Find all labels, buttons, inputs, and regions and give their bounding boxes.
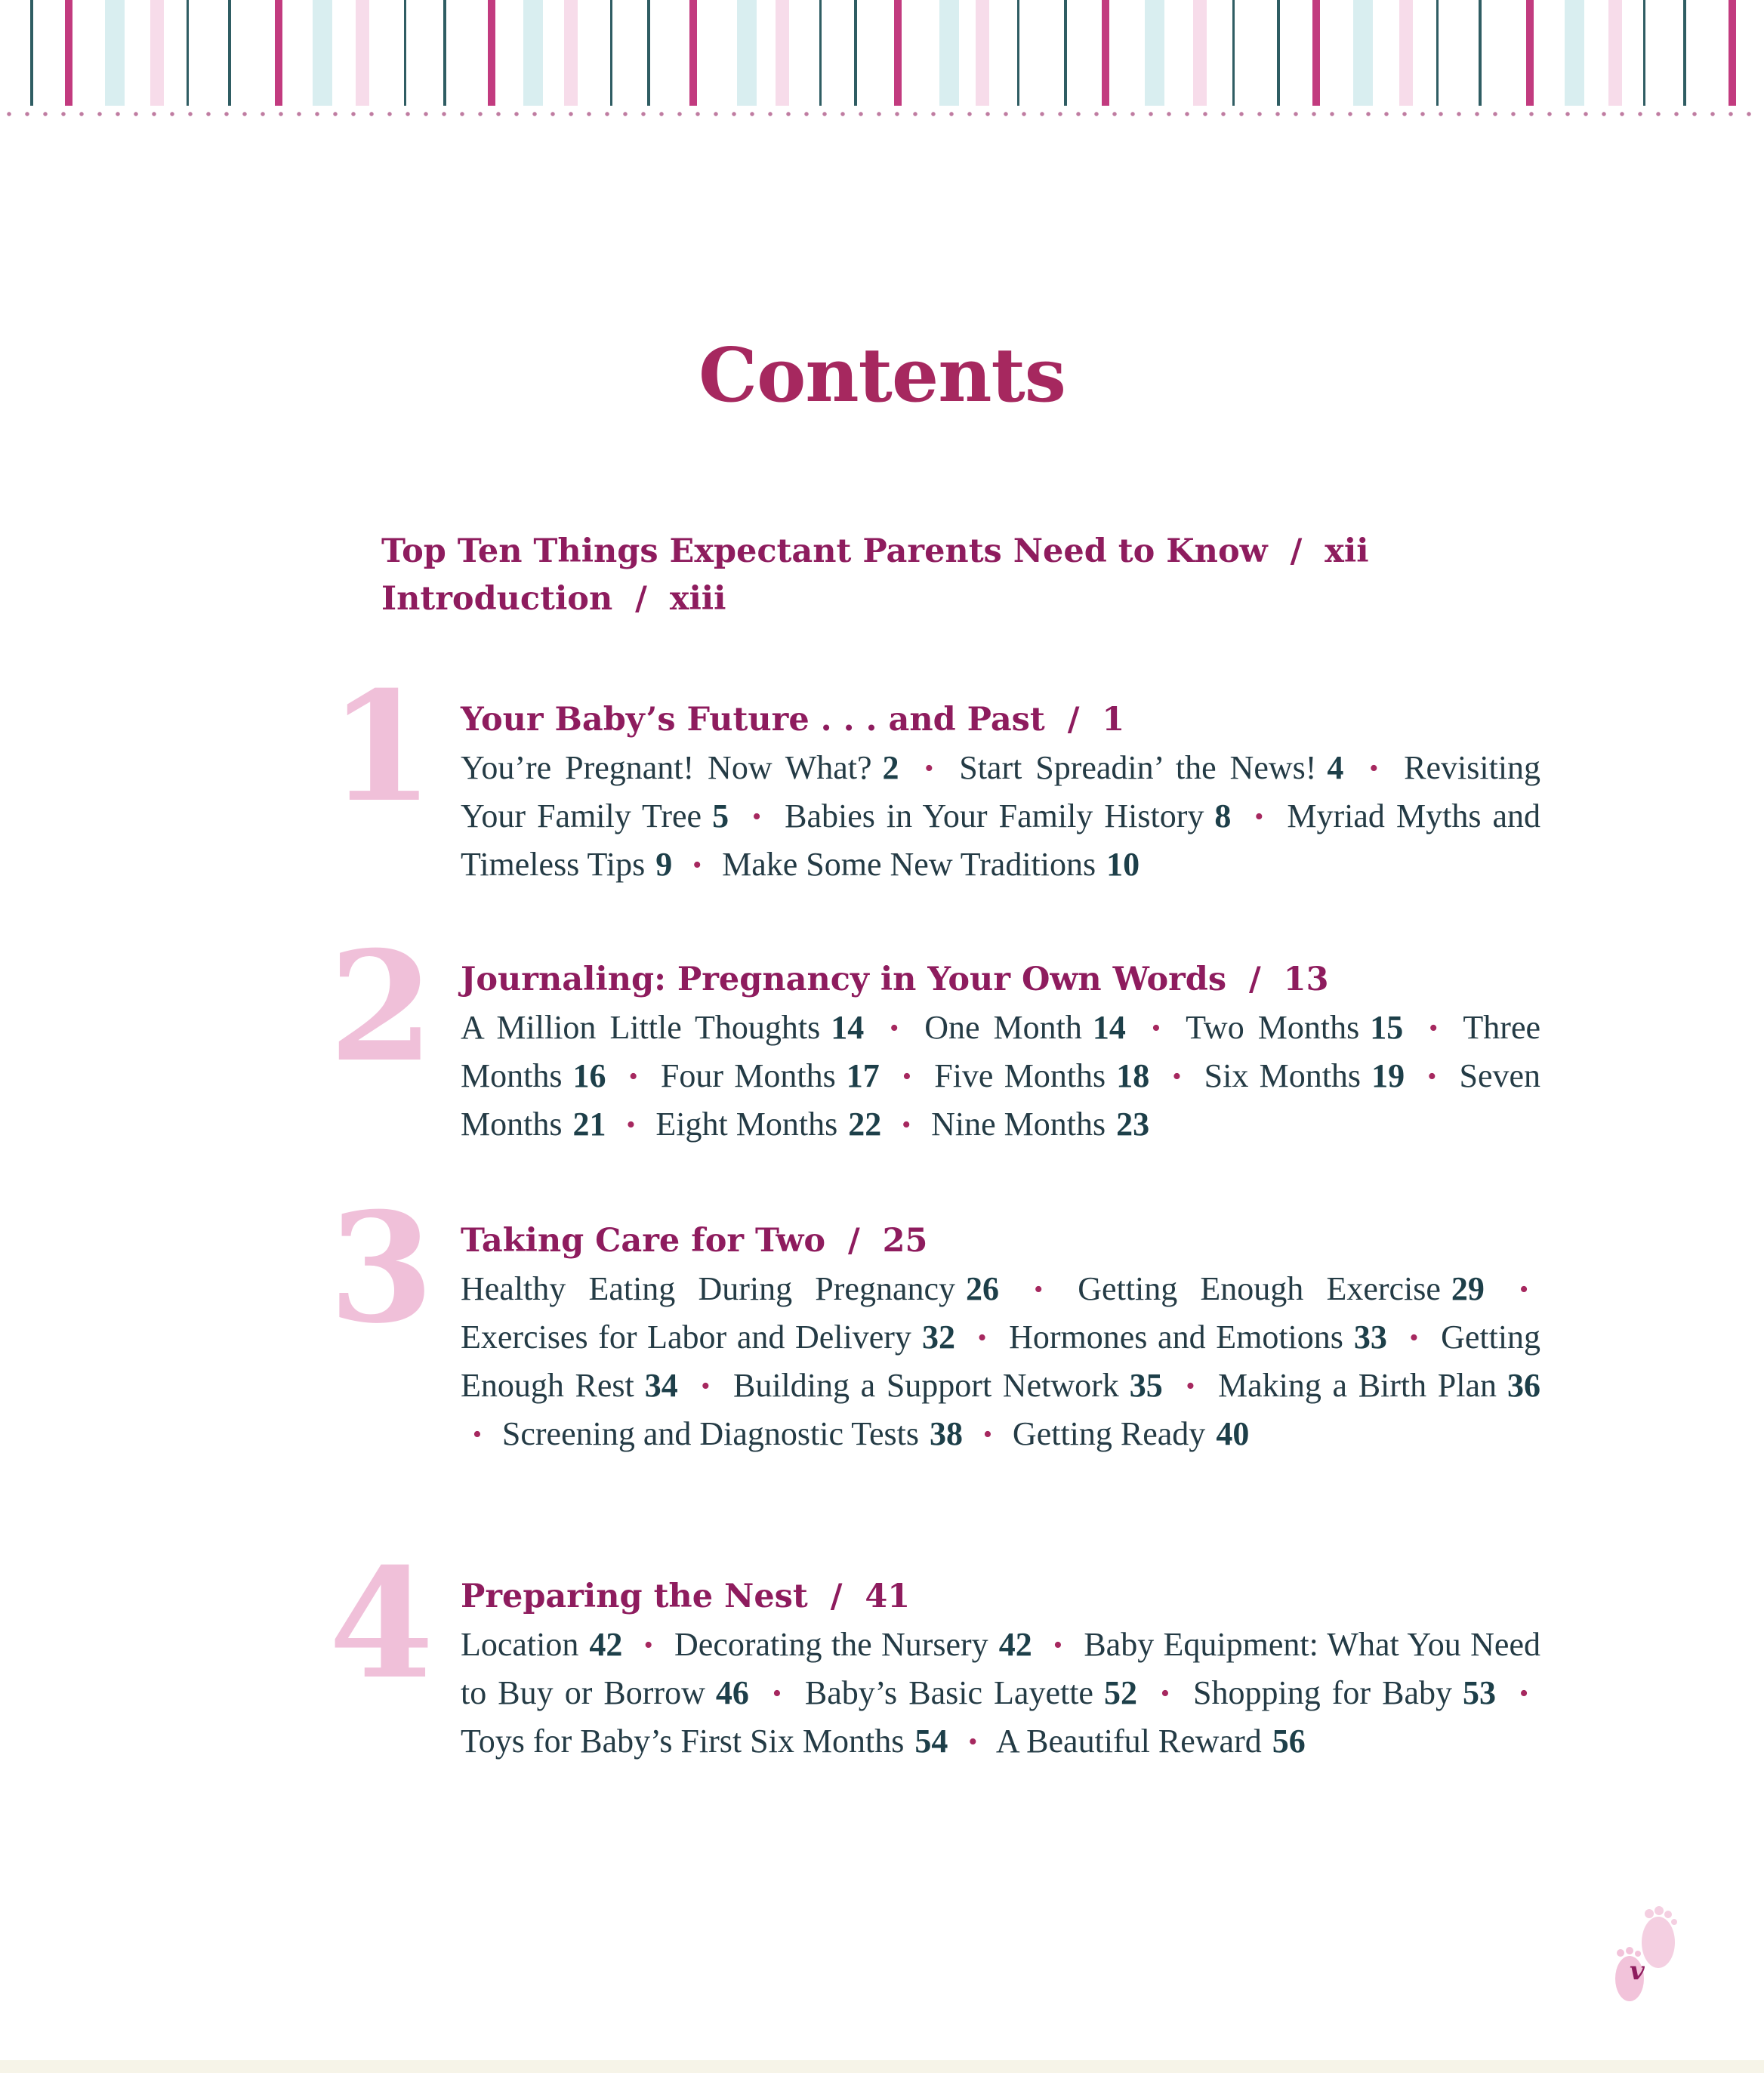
decorative-stripe [30,0,33,106]
chapter-page: 41 [865,1578,911,1615]
entry-list [461,744,1540,889]
decorative-stripe [105,0,125,106]
decorative-stripe [275,0,282,106]
toc-entry[interactable] [461,1319,955,1356]
entry-page: 52 [1103,1674,1137,1711]
toc-entry[interactable] [1013,1415,1249,1452]
bullet-separator: • [1254,803,1264,831]
decorative-stripe [1479,0,1482,106]
entry-page: 36 [1507,1367,1541,1404]
entry-title: Three Months [461,1009,1541,1094]
bullet-separator: • [902,1111,911,1139]
decorative-stripe [939,0,959,106]
entry-list [461,1265,1540,1458]
chapter-title: Preparing the Nest [461,1578,808,1615]
decorative-stripe [776,0,789,106]
front-matter-page: xiii [669,580,726,618]
entry-page: 19 [1371,1057,1405,1094]
entry-page: 21 [572,1106,606,1143]
entry-page: 42 [998,1626,1032,1663]
entry-page: 53 [1463,1674,1497,1711]
toc-entry[interactable] [1218,1367,1540,1404]
decorative-stripe [356,0,369,106]
entry-page: 15 [1370,1009,1404,1046]
entry-title: Exercises for Labor and Delivery [461,1319,911,1356]
entry-page: 10 [1106,846,1140,883]
chapter-page: 13 [1283,961,1329,998]
entry-page: 23 [1116,1106,1150,1143]
bullet-separator: • [968,1728,978,1756]
decorative-stripe [689,0,697,106]
entry-page: 38 [930,1415,964,1452]
chapter-heading[interactable]: Taking Care for Two / 25 [461,1222,928,1260]
decorative-stripe [819,0,822,106]
front-matter-title: Top Ten Things Expectant Parents Need to Know [381,532,1268,570]
bullet-separator: • [772,1680,782,1707]
bullet-separator: • [473,1421,482,1448]
decorative-stripe [610,0,612,106]
entry-page: 16 [572,1057,606,1094]
entry-title: Baby Equipment: What You Need to Buy or Borrow [461,1626,1540,1711]
decorative-stripe [313,0,332,106]
bullet-separator: • [1519,1276,1528,1303]
bullet-separator: • [1151,1014,1161,1042]
decorative-stripe [150,0,164,106]
bullet-separator: • [1034,1276,1044,1303]
entry-title: One Month [924,1009,1082,1046]
entry-title: Getting Enough Rest [461,1319,1541,1404]
entry-list [461,1004,1540,1149]
bullet-separator: • [1161,1680,1170,1707]
entry-page: 46 [715,1674,749,1711]
chapter-number: 4 [328,1535,434,1713]
toc-entry[interactable] [461,1009,864,1046]
page-number: v [1630,1956,1645,1986]
entry-title: Making a Birth Plan [1218,1367,1497,1404]
bullet-separator: • [643,1631,653,1659]
front-matter-item[interactable]: Introduction / xiii [381,580,726,618]
chapter-heading[interactable]: Preparing the Nest / 41 [461,1578,911,1615]
toc-entry[interactable] [1193,1674,1496,1711]
bullet-separator: • [890,1014,899,1042]
entry-title: Decorating the Nursery [674,1626,988,1663]
decorative-stripe [976,0,989,106]
entry-title: Four Months [660,1057,836,1094]
decorative-stripe [1436,0,1439,106]
chapter-page: 25 [882,1222,928,1260]
decorative-stripe [737,0,757,106]
decorative-stripe [1608,0,1622,106]
decorative-stripe [1145,0,1164,106]
bullet-separator: • [1186,1372,1195,1400]
toc-entry[interactable] [931,1106,1149,1143]
toc-entry[interactable] [1009,1319,1387,1356]
chapter-title: Taking Care for Two [461,1222,826,1260]
decorative-stripe [488,0,495,106]
decorative-stripe [1526,0,1534,106]
entry-title: Eight Months [655,1106,838,1143]
chapter-page: 1 [1102,701,1125,739]
decorative-stripe [647,0,650,106]
entry-title: Two Months [1186,1009,1360,1046]
toc-entry[interactable] [785,797,1231,834]
front-matter-page: xii [1325,532,1369,570]
entry-title: Revisiting Your Family Tree [461,749,1541,834]
entry-title: Shopping for Baby [1193,1674,1453,1711]
decorative-stripe [1729,0,1736,106]
toc-entry[interactable] [805,1674,1137,1711]
entry-page: 2 [882,749,899,786]
decorative-stripe [1643,0,1645,106]
chapter-number: 3 [328,1180,434,1357]
bullet-separator: • [924,754,934,782]
entry-title: Myriad Myths and Timeless Tips [461,797,1541,883]
chapter-heading[interactable]: Your Baby’s Future . . . and Past / 1 [461,701,1125,739]
entry-page: 8 [1214,797,1232,834]
decorative-dot-row [0,110,1764,118]
entry-title: Six Months [1204,1057,1362,1094]
entry-title: Location [461,1626,579,1663]
entry-page: 54 [914,1723,948,1760]
entry-title: Seven Months [461,1057,1541,1143]
bullet-separator: • [1429,1014,1439,1042]
toc-entry[interactable] [733,1367,1163,1404]
decorative-stripe [854,0,857,106]
toc-entry[interactable] [461,1723,948,1760]
decorative-stripe [228,0,231,106]
decorative-stripe [523,0,543,106]
bullet-separator: • [1519,1680,1529,1707]
entry-page: 5 [712,797,729,834]
entry-title: Hormones and Emotions [1009,1319,1343,1356]
toc-entry[interactable] [924,1009,1126,1046]
entry-page: 56 [1272,1723,1306,1760]
entry-title: Five Months [934,1057,1106,1094]
chapter-title: Journaling: Pregnancy in Your Own Words [461,961,1227,998]
entry-page: 42 [589,1626,623,1663]
entry-page: 32 [921,1319,955,1356]
decorative-stripe [443,0,446,106]
bullet-separator: • [1369,754,1379,782]
entry-title: Nine Months [931,1106,1106,1143]
entry-page: 17 [846,1057,880,1094]
chapter-number: 1 [328,659,434,836]
bullet-separator: • [626,1111,636,1139]
bullet-separator: • [701,1372,711,1400]
decorative-stripe [1193,0,1207,106]
toc-entry[interactable] [959,749,1343,786]
chapter-number: 2 [328,918,434,1096]
entry-title: Start Spreadin’ the News! [959,749,1317,786]
entry-page: 29 [1451,1270,1485,1307]
chapter-title: Your Baby’s Future . . . and Past [461,701,1045,739]
decorative-stripe [1312,0,1320,106]
bullet-separator: • [902,1063,911,1090]
entry-page: 9 [655,846,673,883]
entry-page: 4 [1327,749,1344,786]
decorative-stripe [1399,0,1413,106]
front-matter-title: Introduction [381,580,613,618]
entry-page: 14 [1092,1009,1126,1046]
decorative-stripe [1017,0,1019,106]
decorative-stripe [1232,0,1235,106]
entry-title: Getting Enough Exercise [1078,1270,1441,1307]
bullet-separator: • [1053,1631,1062,1659]
decorative-stripe [65,0,72,106]
page-bottom-edge [0,2060,1764,2073]
entry-title: Healthy Eating During Pregnancy [461,1270,956,1307]
bullet-separator: • [1172,1063,1182,1090]
decorative-stripe [1064,0,1067,106]
decorative-stripe [1683,0,1686,106]
decorative-stripe [187,0,189,106]
toc-entry[interactable] [1186,1009,1403,1046]
entry-title: You’re Pregnant! Now What? [461,749,872,786]
toc-entry[interactable] [661,1057,880,1094]
decorative-stripe-band [0,0,1764,106]
toc-entry[interactable] [1078,1270,1485,1307]
toc-entry[interactable] [934,1057,1149,1094]
toc-entry[interactable] [674,1626,1032,1663]
toc-entry[interactable] [502,1415,963,1452]
entry-page: 26 [966,1270,1000,1307]
entry-page: 40 [1216,1415,1250,1452]
entry-title: Getting Ready [1012,1415,1206,1452]
toc-entry[interactable] [461,1270,999,1307]
entry-title: Toys for Baby’s First Six Months [461,1723,905,1760]
decorative-stripe [1565,0,1584,106]
bullet-separator: • [692,851,702,879]
decorative-stripe [1353,0,1373,106]
chapter-heading[interactable]: Journaling: Pregnancy in Your Own Words / 13 [461,961,1329,998]
entry-page: 18 [1116,1057,1150,1094]
front-matter-item[interactable]: Top Ten Things Expectant Parents Need to Know / xii [381,532,1369,570]
entry-page: 14 [831,1009,865,1046]
bullet-separator: • [1427,1063,1437,1090]
toc-entry[interactable] [655,1106,881,1143]
baby-footprint-icon [1599,1903,1690,2016]
entry-page: 34 [644,1367,678,1404]
toc-entry[interactable] [1204,1057,1405,1094]
entry-page: 35 [1129,1367,1163,1404]
decorative-stripe [1102,0,1109,106]
entry-title: Baby’s Basic Layette [804,1674,1093,1711]
entry-title: A Million Little Thoughts [461,1009,821,1046]
decorative-stripe [894,0,902,106]
entry-page: 33 [1353,1319,1387,1356]
entry-title: Building a Support Network [732,1367,1119,1404]
toc-entry[interactable] [996,1723,1306,1760]
entry-page: 22 [848,1106,882,1143]
toc-entry[interactable] [461,1626,622,1663]
bullet-separator: • [977,1324,987,1352]
decorative-stripe [564,0,578,106]
entry-title: Babies in Your Family History [785,797,1204,834]
decorative-stripe [404,0,406,106]
bullet-separator: • [983,1421,992,1448]
entry-title: Screening and Diagnostic Tests [501,1415,920,1452]
entry-title: A Beautiful Reward [995,1723,1262,1760]
toc-entry[interactable] [722,846,1140,883]
entry-list [461,1621,1540,1766]
toc-entry[interactable] [461,749,899,786]
bullet-separator: • [1409,1324,1419,1352]
bullet-separator: • [752,803,762,831]
decorative-stripe [1277,0,1280,106]
entry-title: Make Some New Traditions [722,846,1096,883]
bullet-separator: • [628,1063,638,1090]
page-title: Contents [699,332,1065,419]
